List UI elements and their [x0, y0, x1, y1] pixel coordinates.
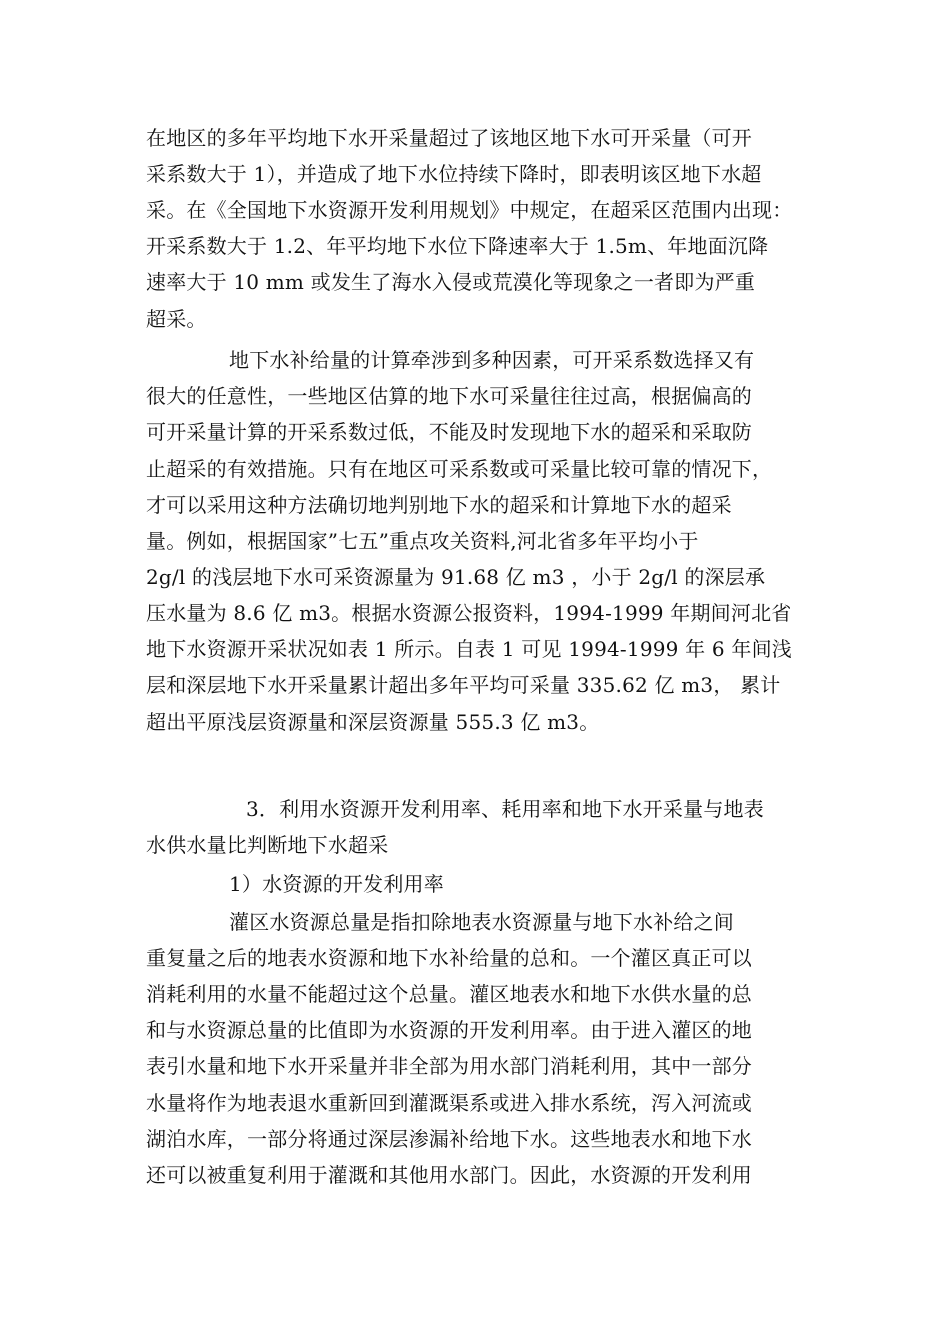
text-line: 消耗利用的水量不能超过这个总量。灌区地表水和地下水供水量的总	[146, 982, 752, 1006]
text-line: 灌区水资源总量是指扣除地表水资源量与地下水补给之间	[229, 910, 734, 934]
text-line: 速率大于 10 mm 或发生了海水入侵或荒漠化等现象之一者即为严重	[146, 270, 756, 294]
text-line: 开采系数大于 1.2、年平均地下水位下降速率大于 1.5m、年地面沉降	[146, 234, 769, 258]
text-line: 采系数大于 1），并造成了地下水位持续下降时，即表明该区地下水超	[146, 162, 762, 186]
text-line: 可开采量计算的开采系数过低，不能及时发现地下水的超采和采取防	[146, 420, 752, 444]
text-line: 采。在《全国地下水资源开发利用规划》中规定，在超采区范围内出现：	[146, 198, 793, 222]
text-line: 重复量之后的地表水资源和地下水补给量的总和。一个灌区真正可以	[146, 946, 752, 970]
text-line: 地下水资源开采状况如表 1 所示。自表 1 可见 1994-1999 年 6 年间浅	[146, 637, 792, 661]
text-line: 表引水量和地下水开采量并非全部为用水部门消耗利用，其中一部分	[146, 1054, 752, 1078]
text-line: 和与水资源总量的比值即为水资源的开发利用率。由于进入灌区的地	[146, 1018, 752, 1042]
section-heading: 水供水量比判断地下水超采	[146, 833, 389, 857]
text-line: 量。例如，根据国家”七五”重点攻关资料,河北省多年平均小于	[146, 529, 699, 553]
text-line: 压水量为 8.6 亿 m3。根据水资源公报资料，1994-1999 年期间河北省	[146, 601, 792, 625]
text-line: 2g/l 的浅层地下水可采资源量为 91.68 亿 m3 ，小于 2g/l 的深层承	[146, 565, 766, 589]
text-line: 才可以采用这种方法确切地判别地下水的超采和计算地下水的超采	[146, 493, 732, 517]
text-line: 很大的任意性，一些地区估算的地下水可采量往往过高，根据偏高的	[146, 384, 752, 408]
section-heading: 3．利用水资源开发利用率、耗用率和地下水开采量与地表	[246, 797, 764, 821]
text-line: 地下水补给量的计算牵涉到多种因素，可开采系数选择又有	[229, 348, 755, 372]
text-line: 还可以被重复利用于灌溉和其他用水部门。因此，水资源的开发利用	[146, 1163, 752, 1187]
text-line: 超出平原浅层资源量和深层资源量 555.3 亿 m3。	[146, 710, 600, 734]
subsection-heading: 1）水资源的开发利用率	[229, 872, 444, 896]
text-line: 水量将作为地表退水重新回到灌溉渠系或进入排水系统，泻入河流或	[146, 1091, 752, 1115]
text-line: 在地区的多年平均地下水开采量超过了该地区地下水可开采量（可开	[146, 126, 752, 150]
text-line: 湖泊水库，一部分将通过深层渗漏补给地下水。这些地表水和地下水	[146, 1127, 752, 1151]
text-line: 层和深层地下水开采量累计超出多年平均可采量 335.62 亿 m3， 累计	[146, 673, 781, 697]
text-line: 止超采的有效措施。只有在地区可采系数或可采量比较可靠的情况下，	[146, 457, 773, 481]
text-line: 超采。	[146, 307, 207, 331]
